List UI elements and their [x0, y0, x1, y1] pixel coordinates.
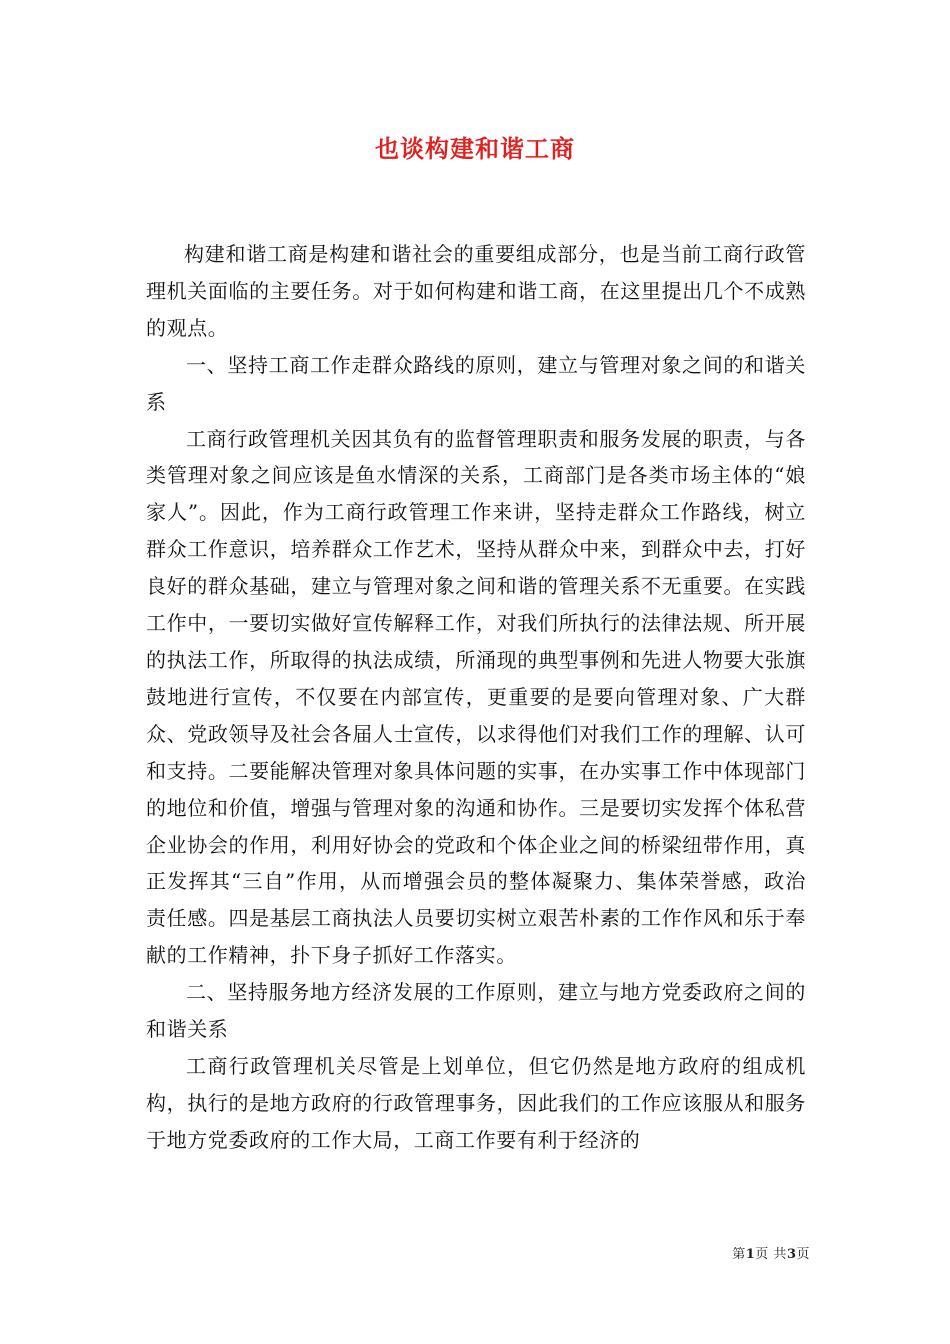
footer-page-number: 1 [745, 1247, 756, 1262]
document-body [146, 236, 806, 1159]
section-paragraph-1: 工商行政管理机关因其负有的监督管理职责和服务发展的职责，与各类管理对象之间应该是鱼水情深的关系，工商部门是各类市场主体的“娘家人”。因此，作为工商行政管理工作来讲，坚持走群众工作路线，树立群众工作意识，培养群众工作艺术，坚持从群众中来，到群众中去，打好良好的群众基础，建立与管理对象之间和谐的管理关系不无重要。在实践工作中，一要切实做好宣传解释工作，对我们所执行的法律法规、所开展的执法工作，所取得的执法成绩，所涌现的典型事例和先进人物要大张旗鼓地进行宣传，不仅要在内部宣传，更重要的是要向管理对象、广大群众、党政领导及社会各届人士宣传，以求得他们对我们工作的理解、认可和支持。二要能解决管理对象具体问题的实事，在办实事工作中体现部门的地位和价值，增强与管理对象的沟通和协作。三是要切实发挥个体私营企业协会的作用，利用好协会的党政和个体企业之间的桥梁纽带作用，真正发挥其“三自”作用，从而增强会员的整体凝聚力、集体荣誉感，政治责任感。四是基层工商执法人员要切实树立艰苦朴素的工作作风和乐于奉献的工作精神，扑下身子抓好工作落实。 [146, 426, 806, 968]
footer-total-pages: 3 [786, 1247, 797, 1262]
section-heading-1: 一、坚持工商工作走群众路线的原则，建立与管理对象之间的和谐关系 [146, 352, 806, 414]
section-heading-2: 二、坚持服务地方经济发展的工作原则，建立与地方党委政府之间的和谐关系 [146, 980, 806, 1042]
footer-suffix: 页 [796, 1247, 810, 1262]
footer-prefix: 第 [732, 1247, 746, 1262]
document-title: 也谈构建和谐工商 [375, 134, 575, 163]
footer-middle: 页 共 [755, 1247, 787, 1262]
intro-paragraph: 构建和谐工商是构建和谐社会的重要组成部分，也是当前工商行政管理机关面临的主要任务。对于如何构建和谐工商，在这里提出几个不成熟的观点。 [146, 242, 806, 340]
section-paragraph-2: 工商行政管理机关尽管是上划单位，但它仍然是地方政府的组成机构，执行的是地方政府的行政管理事务，因此我们的工作应该服从和服务于地方党委政府的工作大局，工商工作要有利于经济的 [146, 1053, 806, 1152]
page-footer [732, 1246, 810, 1264]
